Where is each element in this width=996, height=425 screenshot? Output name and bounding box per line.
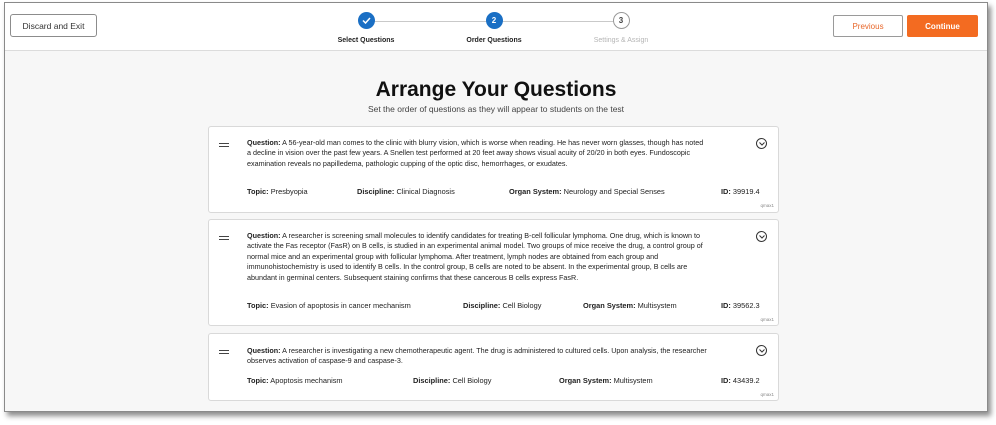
app-window bbox=[4, 2, 988, 412]
chevron-down-icon[interactable] bbox=[756, 231, 767, 242]
question-card[interactable] bbox=[208, 126, 779, 213]
step-settings-assign bbox=[581, 12, 661, 44]
question-text: Question: A researcher is screening small molecules to identify candidates for treating B-cell follicular lymphoma. One drug, which is known to activate the Fas receptor (FasR) on B cells, is studied in an experimental animal model. Two groups of mice receive the drug, a control group of normal mice and an experimental group with follicular lymphoma. After treatment, lymph nodes are obtained from each group and immunohistochemistry is used to identify B cells. In the control group, B cells are noted to be absent. In the experimental group, B cells are abundant in germinal centers. Subsequent staining confirms that these cancerous B cells express FasR. bbox=[247, 231, 703, 282]
chevron-down-icon[interactable] bbox=[756, 138, 767, 149]
question-id: ID: 39562.3 bbox=[721, 301, 760, 310]
question-text: Question: A 56-year-old man comes to the clinic with blurry vision, which is worse when reading. He has never worn glasses, though has noted a decline in vision over the past few years. A Snellen test performed at 20 feet away shows visual acuity of 20/20 in both eyes. Fundoscopic examination reveals no papilledema, pathologic cupping of the optic disc, hemorrhages, or exudates. bbox=[247, 138, 704, 168]
topic-field: Topic: Evasion of apoptosis in cancer mechanism bbox=[247, 301, 411, 310]
step-number: 3 bbox=[613, 12, 630, 29]
previous-button[interactable]: Previous bbox=[833, 15, 903, 37]
discard-and-exit-button[interactable]: Discard and Exit bbox=[10, 14, 97, 37]
step-label: Select Questions bbox=[337, 37, 395, 44]
step-number: 2 bbox=[486, 12, 503, 29]
top-bar bbox=[5, 3, 987, 51]
drag-handle-icon[interactable] bbox=[219, 143, 229, 149]
question-id: ID: 39919.4 bbox=[721, 187, 760, 196]
question-tag: qmax1 bbox=[760, 392, 774, 397]
discipline-field: Discipline: Cell Biology bbox=[463, 301, 542, 310]
drag-handle-icon[interactable] bbox=[219, 350, 229, 356]
question-id: ID: 43439.2 bbox=[721, 376, 760, 385]
discipline-field: Discipline: Clinical Diagnosis bbox=[357, 187, 455, 196]
step-order-questions bbox=[454, 12, 534, 44]
question-tag: qmax1 bbox=[760, 317, 774, 322]
step-label: Order Questions bbox=[466, 37, 522, 44]
question-card[interactable] bbox=[208, 219, 779, 326]
step-select-questions bbox=[326, 12, 406, 44]
drag-handle-icon[interactable] bbox=[219, 236, 229, 242]
topic-field: Topic: Presbyopia bbox=[247, 187, 308, 196]
checkmark-icon bbox=[358, 12, 375, 29]
page-subtitle: Set the order of questions as they will appear to students on the test bbox=[367, 104, 625, 114]
question-card[interactable] bbox=[208, 333, 779, 401]
organ-system-field: Organ System: Multisystem bbox=[583, 301, 677, 310]
question-tag: qmax1 bbox=[760, 203, 774, 208]
organ-system-field: Organ System: Neurology and Special Senses bbox=[509, 187, 665, 196]
step-label: Settings & Assign bbox=[593, 37, 649, 44]
topic-field: Topic: Apoptosis mechanism bbox=[247, 376, 343, 385]
page-title: Arrange Your Questions bbox=[375, 78, 617, 101]
organ-system-field: Organ System: Multisystem bbox=[559, 376, 653, 385]
continue-button[interactable]: Continue bbox=[907, 15, 978, 37]
question-text: Question: A researcher is investigating a new chemotherapeutic agent. The drug is administered to cultured cells. Upon analysis, the researcher observes activation of caspase-9 and caspase-3. bbox=[247, 346, 707, 366]
chevron-down-icon[interactable] bbox=[756, 345, 767, 356]
discipline-field: Discipline: Cell Biology bbox=[413, 376, 492, 385]
